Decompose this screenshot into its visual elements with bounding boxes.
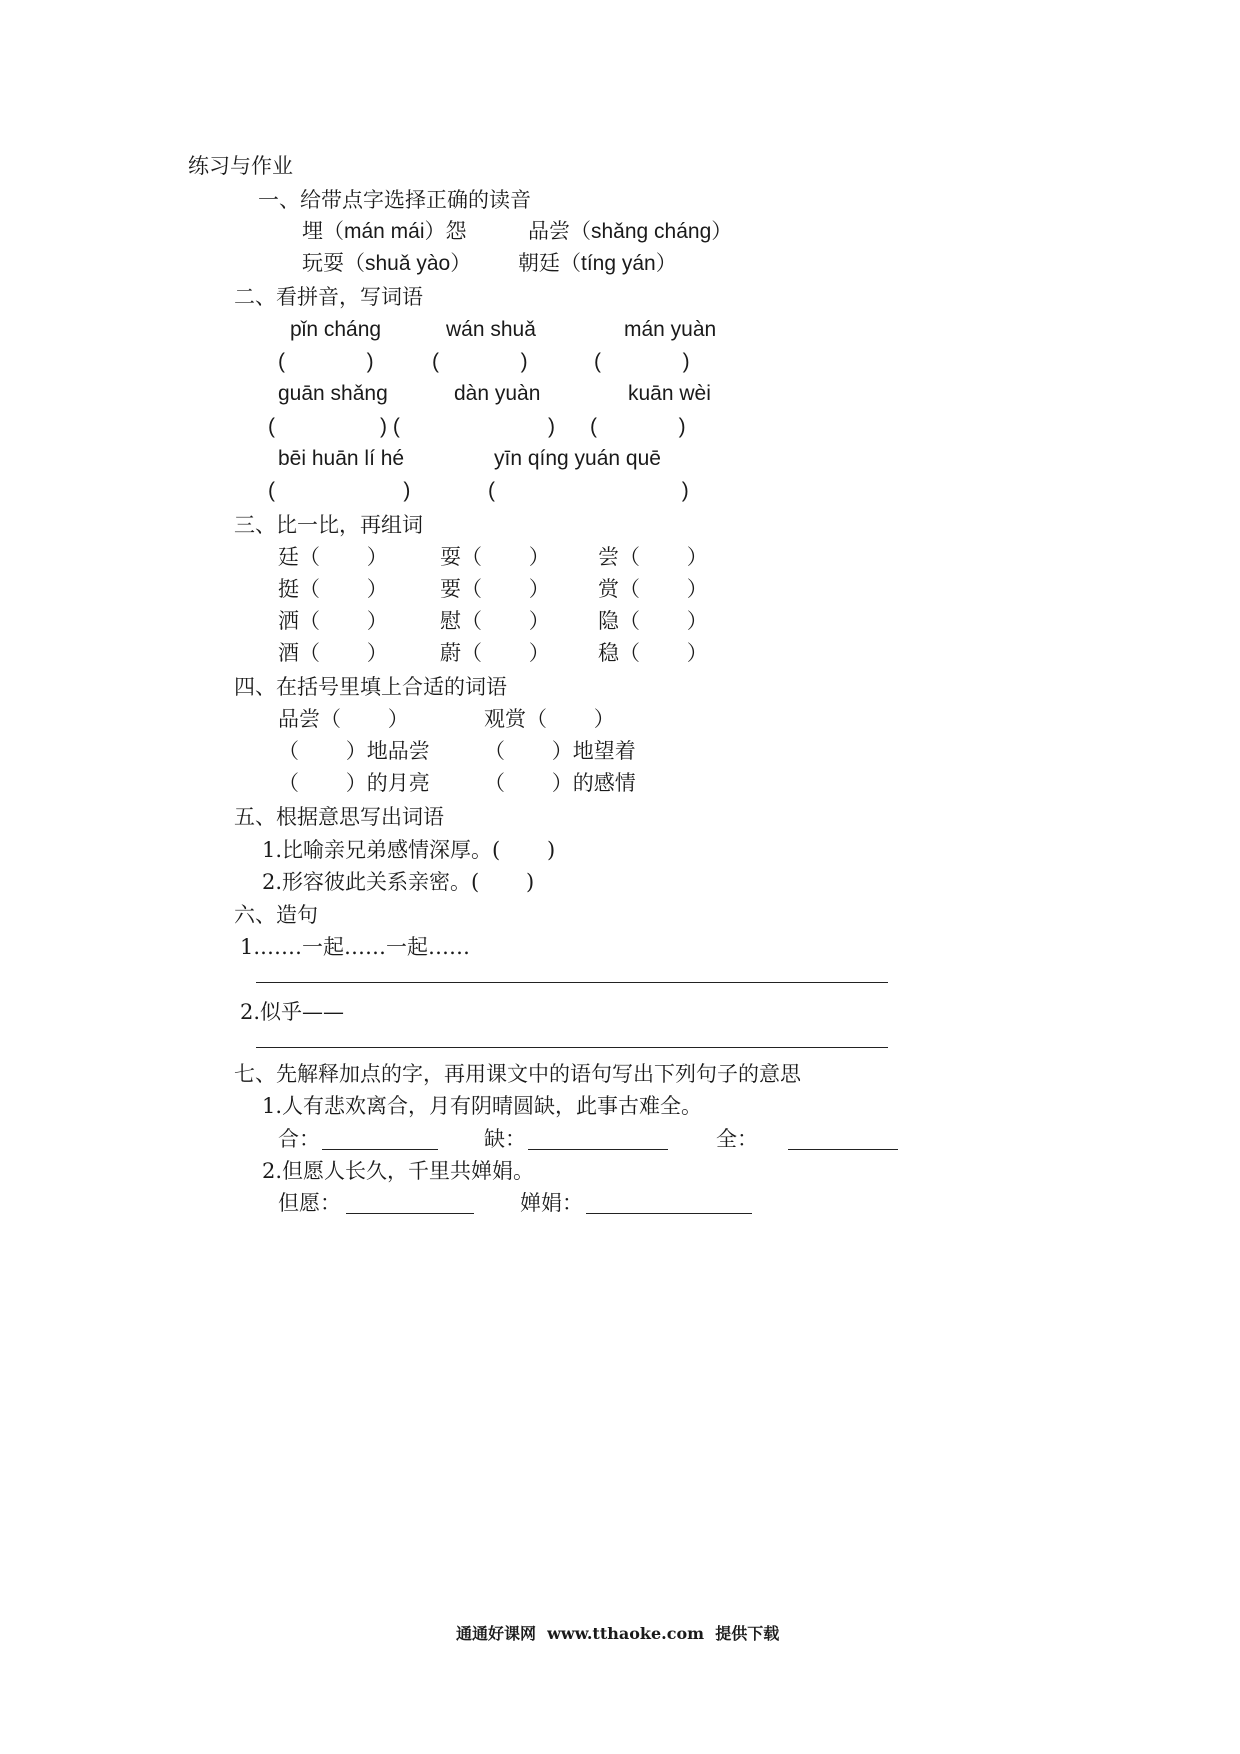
fill-item[interactable]: （ ）的感情 (484, 771, 636, 795)
pinyin-6: kuān wèi (628, 382, 711, 405)
section-1-heading: 一、给带点字选择正确的读音 (258, 188, 531, 212)
answer-bracket-8[interactable]: ( ) (488, 479, 689, 502)
poem-line-2: 2.但愿人长久，千里共婵娟。 (262, 1159, 535, 1183)
answer-bracket-5[interactable]: ) (548, 415, 555, 438)
section-3-heading: 三、比一比，再组词 (234, 513, 423, 537)
footer-credit: 通通好课网 www.tthaoke.com 提供下载 (456, 1624, 780, 1643)
poem-line-1: 1.人有悲欢离合，月有阴晴圆缺，此事古难全。 (262, 1094, 703, 1118)
answer-bracket-2[interactable]: ( ) (432, 350, 528, 373)
compare-item[interactable]: 要（ ） (440, 577, 550, 601)
compare-item[interactable]: 洒（ ） (278, 609, 388, 633)
fill-item[interactable]: （ ）地望着 (484, 739, 636, 763)
fill-item[interactable]: 品尝（ ） (278, 707, 409, 731)
answer-bracket-6[interactable]: ( ) (590, 415, 686, 438)
answer-line[interactable] (256, 1047, 888, 1048)
section-2-heading: 二、看拼音，写词语 (234, 285, 423, 309)
sentence-prompt-1: 1.……一起……一起…… (240, 935, 471, 959)
answer-bracket-7[interactable]: ( ) (268, 479, 411, 502)
s1-item-4: 朝廷（tíng yán） (518, 252, 677, 275)
compare-item[interactable]: 赏（ ） (598, 577, 708, 601)
s1-item-3: 玩耍（shuǎ yào） (302, 252, 472, 275)
pinyin-4: guān shǎng (278, 382, 388, 405)
answer-line[interactable] (528, 1149, 668, 1150)
meaning-question-1[interactable]: 1.比喻亲兄弟感情深厚。( ) (262, 838, 556, 862)
answer-line[interactable] (586, 1213, 752, 1214)
pinyin-3: mán yuàn (624, 318, 717, 341)
answer-bracket-1[interactable]: ( ) (278, 350, 374, 373)
compare-item[interactable]: 挺（ ） (278, 577, 388, 601)
compare-item[interactable]: 慰（ ） (440, 609, 550, 633)
section-5-heading: 五、根据意思写出词语 (234, 805, 444, 829)
s1-item-2: 品尝（shǎng cháng） (528, 220, 733, 243)
pinyin-1: pǐn cháng (290, 318, 382, 341)
compare-item[interactable]: 稳（ ） (598, 641, 708, 665)
compare-item[interactable]: 廷（ ） (278, 545, 388, 569)
compare-item[interactable]: 隐（ ） (598, 609, 708, 633)
answer-line[interactable] (788, 1149, 898, 1150)
compare-item[interactable]: 酒（ ） (278, 641, 388, 665)
answer-bracket-4[interactable]: ( ) ( (268, 415, 400, 438)
pinyin-2: wán shuǎ (446, 318, 536, 341)
answer-line[interactable] (256, 982, 888, 983)
meaning-question-2[interactable]: 2.形容彼此关系亲密。( ) (262, 870, 535, 894)
pinyin-8: yīn qíng yuán quē (494, 447, 661, 470)
label-que: 缺： (484, 1127, 526, 1151)
section-4-heading: 四、在括号里填上合适的词语 (234, 675, 507, 699)
label-he: 合： (278, 1127, 320, 1151)
pinyin-7: bēi huān lí hé (278, 447, 405, 470)
label-chanjuan: 婵娟： (520, 1191, 583, 1215)
pinyin-5: dàn yuàn (454, 382, 541, 405)
compare-item[interactable]: 蔚（ ） (440, 641, 550, 665)
label-quan: 全： (716, 1127, 758, 1151)
section-6-heading: 六、造句 (234, 903, 318, 927)
answer-bracket-3[interactable]: ( ) (594, 350, 690, 373)
fill-item[interactable]: （ ）的月亮 (278, 771, 430, 795)
label-danyuan: 但愿： (278, 1191, 341, 1215)
compare-item[interactable]: 耍（ ） (440, 545, 550, 569)
s1-item-1: 埋（mán mái）怨 (302, 220, 467, 243)
fill-item[interactable]: 观赏（ ） (484, 707, 615, 731)
fill-item[interactable]: （ ）地品尝 (278, 739, 430, 763)
compare-item[interactable]: 尝（ ） (598, 545, 708, 569)
page-title: 练习与作业 (188, 154, 293, 178)
section-7-heading: 七、先解释加点的字，再用课文中的语句写出下列句子的意思 (234, 1062, 801, 1086)
sentence-prompt-2: 2.似乎—— (240, 1000, 345, 1024)
answer-line[interactable] (322, 1149, 438, 1150)
answer-line[interactable] (346, 1213, 474, 1214)
